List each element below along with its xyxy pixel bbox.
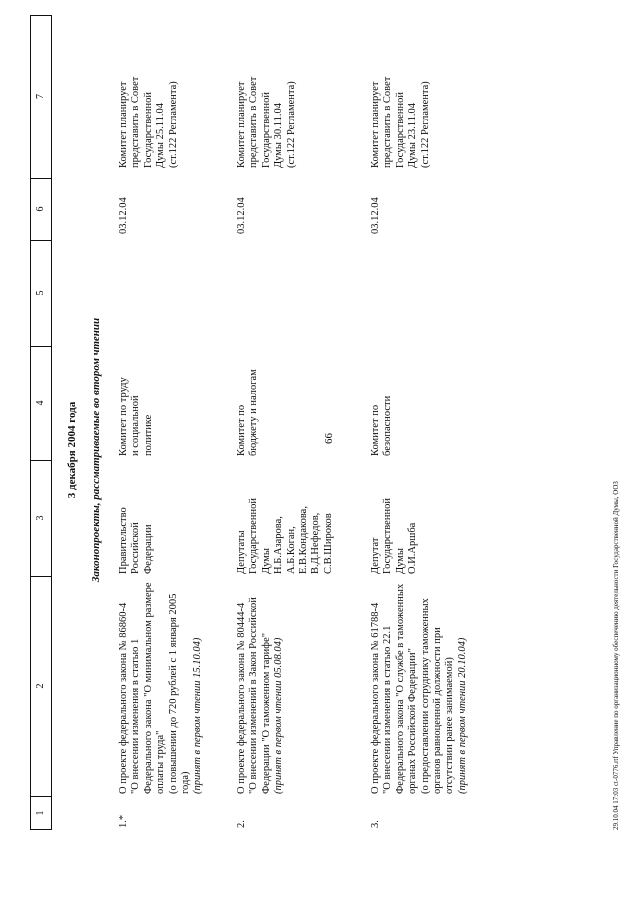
initiator-line: Депутат bbox=[370, 537, 381, 574]
committee-line: бюджету и налогам bbox=[248, 369, 260, 456]
column-number-2: 2 bbox=[31, 576, 51, 797]
committee-line: Комитет по труду bbox=[118, 377, 129, 456]
row-number: 1.* bbox=[118, 814, 129, 828]
committee-line: Комитет по bbox=[370, 404, 381, 456]
bill-description-line: Федерации "О таможенном тарифе" bbox=[260, 632, 272, 794]
first-reading-note: (принят в первом чтении 20.10.04) bbox=[456, 637, 468, 794]
note-line: (ст.122 Регламента) bbox=[167, 81, 179, 168]
committee-line: Комитет по bbox=[236, 404, 247, 456]
initiator-line: Российской bbox=[130, 522, 142, 574]
initiator bbox=[236, 464, 335, 574]
table-header-row bbox=[30, 15, 52, 830]
initiator-line: Правительство bbox=[118, 507, 129, 574]
initiator-line: Е.В.Кондакова, bbox=[298, 506, 310, 574]
section-heading: Законопроекты, рассматриваемые во втором чтении bbox=[90, 317, 102, 583]
column-number-3: 3 bbox=[31, 460, 51, 577]
initiator-line: Государственной bbox=[248, 498, 260, 574]
committee-line: политике bbox=[142, 414, 154, 456]
first-reading-note: (принят в первом чтении 15.10.04) bbox=[192, 637, 204, 794]
bill-description bbox=[370, 584, 469, 794]
consideration-date: 03.12.04 bbox=[370, 197, 381, 234]
bill-description-line: "О внесении изменения в статью 1 bbox=[130, 638, 142, 794]
bill-description-line: О проекте федерального закона № 61788-4 bbox=[370, 602, 381, 794]
page-footer: 29.10.04 17:03 ct-0776.rtf Управление по организационному обеспечению деятельности Государственной Думы, ООЗ bbox=[612, 481, 620, 830]
first-reading-note: (принят в первом чтении 05.08.04) bbox=[273, 637, 285, 794]
initiator-line: Н.Б.Азарова, bbox=[273, 516, 285, 574]
bill-description-line: "О внесении изменений в Закон Российской bbox=[248, 597, 260, 794]
note-line: Государственной bbox=[260, 92, 272, 168]
initiator bbox=[118, 464, 155, 574]
note-line: (ст.122 Регламента) bbox=[285, 81, 297, 168]
initiator-line: О.И.Аршба bbox=[407, 522, 419, 574]
note-line: Думы 25.11.04 bbox=[155, 103, 167, 168]
note-line: (ст.122 Регламента) bbox=[419, 81, 431, 168]
committee bbox=[118, 348, 155, 456]
initiator-line: А.Б.Коган, bbox=[285, 526, 297, 574]
bill-description-line: О проекте федерального закона № 80444-4 bbox=[236, 602, 247, 794]
note-line: Думы 23.11.04 bbox=[407, 103, 419, 168]
initiator-line: С.В.Широков bbox=[322, 513, 334, 574]
column-number-6: 6 bbox=[31, 178, 51, 241]
note-line: Комитет планирует bbox=[370, 81, 381, 168]
consideration-date: 03.12.04 bbox=[236, 197, 247, 234]
note-line: Государственной bbox=[142, 92, 154, 168]
note-line: Комитет планирует bbox=[118, 81, 129, 168]
bill-description-line: Федерального закона "О минимальном размере bbox=[142, 582, 154, 794]
committee-note bbox=[118, 50, 180, 168]
column-number-5: 5 bbox=[31, 240, 51, 347]
bill-description-line: (о предоставлении сотруднику таможенных bbox=[419, 598, 431, 794]
note-line: Думы 30.11.04 bbox=[273, 103, 285, 168]
initiator bbox=[370, 464, 420, 574]
bill-description bbox=[118, 584, 205, 794]
committee bbox=[370, 348, 395, 456]
column-number-4: 4 bbox=[31, 346, 51, 461]
committee-line: и социальной bbox=[130, 395, 142, 456]
initiator-line: В.Д.Нефедов, bbox=[310, 512, 322, 574]
bill-description-line: "О внесении изменения в статью 22.1 bbox=[382, 625, 394, 794]
committee-note bbox=[236, 50, 298, 168]
row-number: 3. bbox=[370, 820, 381, 828]
committee-line: безопасности bbox=[382, 395, 394, 456]
bill-description-line: О проекте федерального закона № 86860-4 bbox=[118, 602, 129, 794]
note-line: представить в Совет bbox=[130, 76, 142, 168]
consideration-date: 03.12.04 bbox=[118, 197, 129, 234]
initiator-line: Федерации bbox=[142, 524, 154, 574]
committee bbox=[236, 348, 261, 456]
page-number: 66 bbox=[323, 433, 335, 444]
column-number-1: 1 bbox=[35, 810, 46, 816]
row-number: 2. bbox=[236, 820, 247, 828]
initiator-line: Думы bbox=[394, 548, 406, 574]
note-line: Комитет планирует bbox=[236, 81, 247, 168]
date-heading: 3 декабря 2004 года bbox=[66, 401, 78, 499]
bill-description-line: (о повышении до 720 рублей с 1 января 2005 bbox=[167, 593, 179, 794]
column-number-7: 7 bbox=[31, 15, 51, 179]
note-line: представить в Совет bbox=[248, 76, 260, 168]
bill-description-line: органах Российской Федерации" bbox=[407, 648, 419, 794]
initiator-line: Государственной bbox=[382, 498, 394, 574]
initiator-line: Депутаты bbox=[236, 530, 247, 574]
bill-description-line: отсутствии ранее занимаемой) bbox=[444, 657, 456, 794]
bill-description-line: оплаты труда" bbox=[155, 730, 167, 794]
bill-description-line: года) bbox=[180, 771, 192, 794]
bill-description bbox=[236, 584, 286, 794]
bill-description-line: Федерального закона "О службе в таможенных bbox=[394, 583, 406, 794]
note-line: представить в Совет bbox=[382, 76, 394, 168]
note-line: Государственной bbox=[394, 92, 406, 168]
initiator-line: Думы bbox=[260, 548, 272, 574]
committee-note bbox=[370, 50, 432, 168]
bill-description-line: органов равноценной должности при bbox=[432, 627, 444, 794]
